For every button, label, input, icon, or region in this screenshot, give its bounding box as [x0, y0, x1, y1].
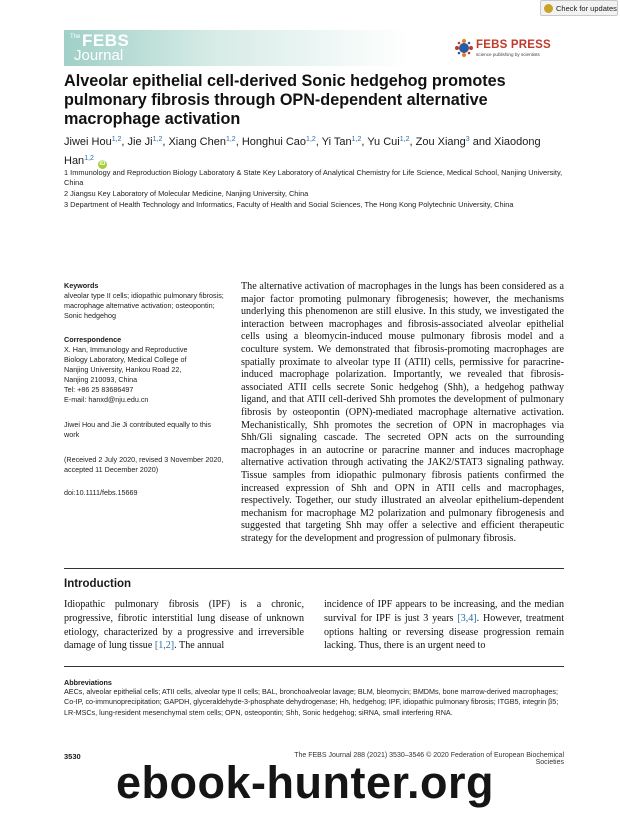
affiliation-2: 2 Jiangsu Key Laboratory of Molecular Medicine, Nanjing University, China	[64, 189, 309, 198]
author-affiliation-marker: 1,2	[351, 136, 362, 143]
intro-left-tail: . The annual	[174, 640, 225, 652]
author-name[interactable]: Yu Cui	[367, 136, 400, 148]
press-tagline: science publishing by scientists	[476, 52, 540, 57]
journal-citation-footer: The FEBS Journal 288 (2021) 3530–3546 © 2020 Federation of European Biochemical Societies	[294, 752, 564, 766]
affiliation-1: 1 Immunology and Reproduction Biology Laboratory & State Key Laboratory of Analytical Chemistry for Life Science, Medical School, Nanjing University, China	[64, 168, 563, 187]
citation-link[interactable]: [1,2]	[154, 640, 175, 652]
author-name[interactable]: Xiang Chen	[168, 136, 226, 148]
logo-journal: Journal	[74, 47, 124, 64]
check-for-updates-label: Check for updates	[556, 3, 617, 13]
doi-link[interactable]: doi:10.1111/febs.15669	[64, 488, 138, 497]
author-name[interactable]: Jiwei Hou	[64, 136, 112, 148]
watermark-text: ebook-hunter.org	[116, 757, 494, 808]
author-list: Jiwei Hou$^{1,2}$, Jie Ji$^{1,2}$, Xiang Chen$^{1,2}$, Honghui Cao$^{1,2}$, Yi Tan$^{1,2}$, Yu Cui$^{1,2}$, Zou Xiang$^3$ and Xiaodong Han$^{1,2}$iD	[64, 136, 541, 167]
affiliation-3: 3 Department of Health Technology and Informatics, Faculty of Health and Social Sciences, The Hong Kong Polytechnic University, China	[64, 200, 514, 209]
author-name[interactable]: Yi Tan	[321, 136, 352, 148]
correspondence-line: Biology Laboratory, Medical College of	[64, 355, 187, 364]
abbreviations-divider	[64, 666, 564, 667]
author-affiliation-marker: 1,2	[111, 136, 122, 143]
intro-left-column	[64, 598, 304, 653]
citation-link[interactable]: [3,4]	[457, 612, 477, 624]
correspondence-block	[64, 345, 224, 405]
received-dates: (Received 2 July 2020, revised 3 November 2020, accepted 11 December 2020)	[64, 455, 224, 474]
orcid-icon[interactable]: iD	[99, 160, 106, 167]
equal-contribution-note: Jiwei Hou and Jie Ji contributed equally to this work	[64, 420, 212, 439]
febs-press-logo[interactable]	[454, 38, 558, 62]
keywords-text: alveolar type II cells; idiopathic pulmonary fibrosis; macrophage alternative activation; osteopontin; Sonic hedgehog	[64, 291, 224, 320]
correspondence-line: X. Han, Immunology and Reproductive	[64, 345, 188, 354]
author-affiliation-marker: 1,2	[152, 136, 163, 143]
author-name[interactable]: Zou Xiang	[415, 136, 466, 148]
logo-the: The	[70, 34, 81, 40]
correspondence-heading: Correspondence	[64, 335, 122, 344]
logo-febs: FEBS	[82, 31, 130, 50]
intro-right-tail: . However, treatment options halting or reversing disease progression remain lacking. Thus, there is an urgent need to	[324, 612, 565, 652]
correspondence-line: Tel: +86 25 83686497	[64, 385, 134, 394]
febs-press-dots-icon	[454, 38, 474, 58]
author-affiliation-marker: 1,2	[225, 136, 236, 143]
author-affiliation-marker: 1,2	[399, 136, 410, 143]
update-badge-icon	[544, 4, 553, 13]
abstract-text: The alternative activation of macrophages in the lungs has been considered as a major factor promoting pulmonary fibrogenesis; however, the mechanisms underlying this phenomenon are still elusive. In this study, we investigated the interaction between macrophages and fibrosis-associated alveolar epithelial cells using a bleomycin-induced mouse pulmonary fibrosis model and a coculture system. We demonstrated that fibrosis-promoting macrophages are spatially proximate to alveolar type II (ATII) cells, permissive for paracrine-induced macrophage polarization. Importantly, we revealed that fibrosis-associated ATII cells secrete Sonic hedgehog (Shh), a hedgehog pathway ligand, and that ATII cell-derived Shh promotes the development of pulmonary fibrosis by osteopontin (OPN)-mediated macrophage alternative activation. Mechanistically, Shh promotes the secretion of OPN in macrophages via Shh/Gli signaling cascade. The secreted OPN acts on the surrounding macrophages in an autocrine or paracrine manner and induces macrophage alternative activation through activating the JAK2/STAT3 signaling pathway. Tissue samples from idiopathic pulmonary fibrosis patients confirmed the increased expression of Shh and OPN in ATII cells and macrophages, respectively. Together, our study illustrated an alveolar epithelium-dependent mechanism for macrophage M2 polarization and pulmonary fibrogenesis and suggested that targeting Shh may offer a selective and efficient therapeutic strategy for the development and progression of pulmonary fibrosis.	[241, 281, 564, 544]
intro-left-text: Idiopathic pulmonary fibrosis (IPF) is a chronic, progressive, fibrotic interstitial lung disease of unknown etiology, characterized by a progressive and irreversible damage of lung tissue	[64, 599, 304, 652]
intro-right-column	[324, 598, 564, 653]
author-affiliation-marker: 1,2	[84, 154, 94, 162]
abbreviations-text: AECs, alveolar epithelial cells; ATII cells, alveolar type II cells; BAL, bronchoalveolar lavage; BLM, bleomycin; BMDMs, bone marrow-derived macrophages; Co-IP, co-immunoprecipitation; GAPDH, glyceraldehyde-3-phosphate dehydrogenase; Hh, hedgehog; IPF, idiopathic pulmonary fibrosis; ITGB5, integrin β5; LR-MSCs, lung-resident mesenchymal stem cells; OPN, osteopontin; Shh, Sonic hedgehog; siRNA, small interfering RNA.	[64, 687, 559, 717]
abbreviations-heading: Abbreviations	[64, 678, 112, 687]
check-for-updates-button[interactable]	[540, 0, 618, 16]
keywords-heading: Keywords	[64, 281, 99, 290]
author-affiliation-marker: 1,2	[306, 136, 316, 143]
article-title: Alveolar epithelial cell-derived Sonic hedgehog promotes pulmonary fibrosis through OPN-dependent alternative macrophage activation	[64, 72, 506, 128]
section-divider	[64, 568, 564, 569]
correspondence-email[interactable]: E-mail: hanxd@nju.edu.cn	[64, 395, 149, 404]
author-name[interactable]: Honghui Cao	[241, 136, 307, 148]
author-affiliation-marker: 3	[465, 136, 470, 143]
intro-right-text: incidence of IPF appears to be increasing, and the median survival for IPF is just 3 years	[324, 599, 564, 624]
author-name[interactable]: Jie Ji	[127, 136, 153, 148]
correspondence-line: Nanjing 210093, China	[64, 375, 138, 384]
page-number: 3530	[64, 752, 81, 761]
author-name[interactable]: Xiaodong Han	[64, 136, 541, 167]
press-name: FEBS PRESS	[476, 39, 551, 51]
correspondence-line: Nanjing University, Hankou Road 22,	[64, 365, 182, 374]
introduction-heading: Introduction	[64, 578, 132, 590]
